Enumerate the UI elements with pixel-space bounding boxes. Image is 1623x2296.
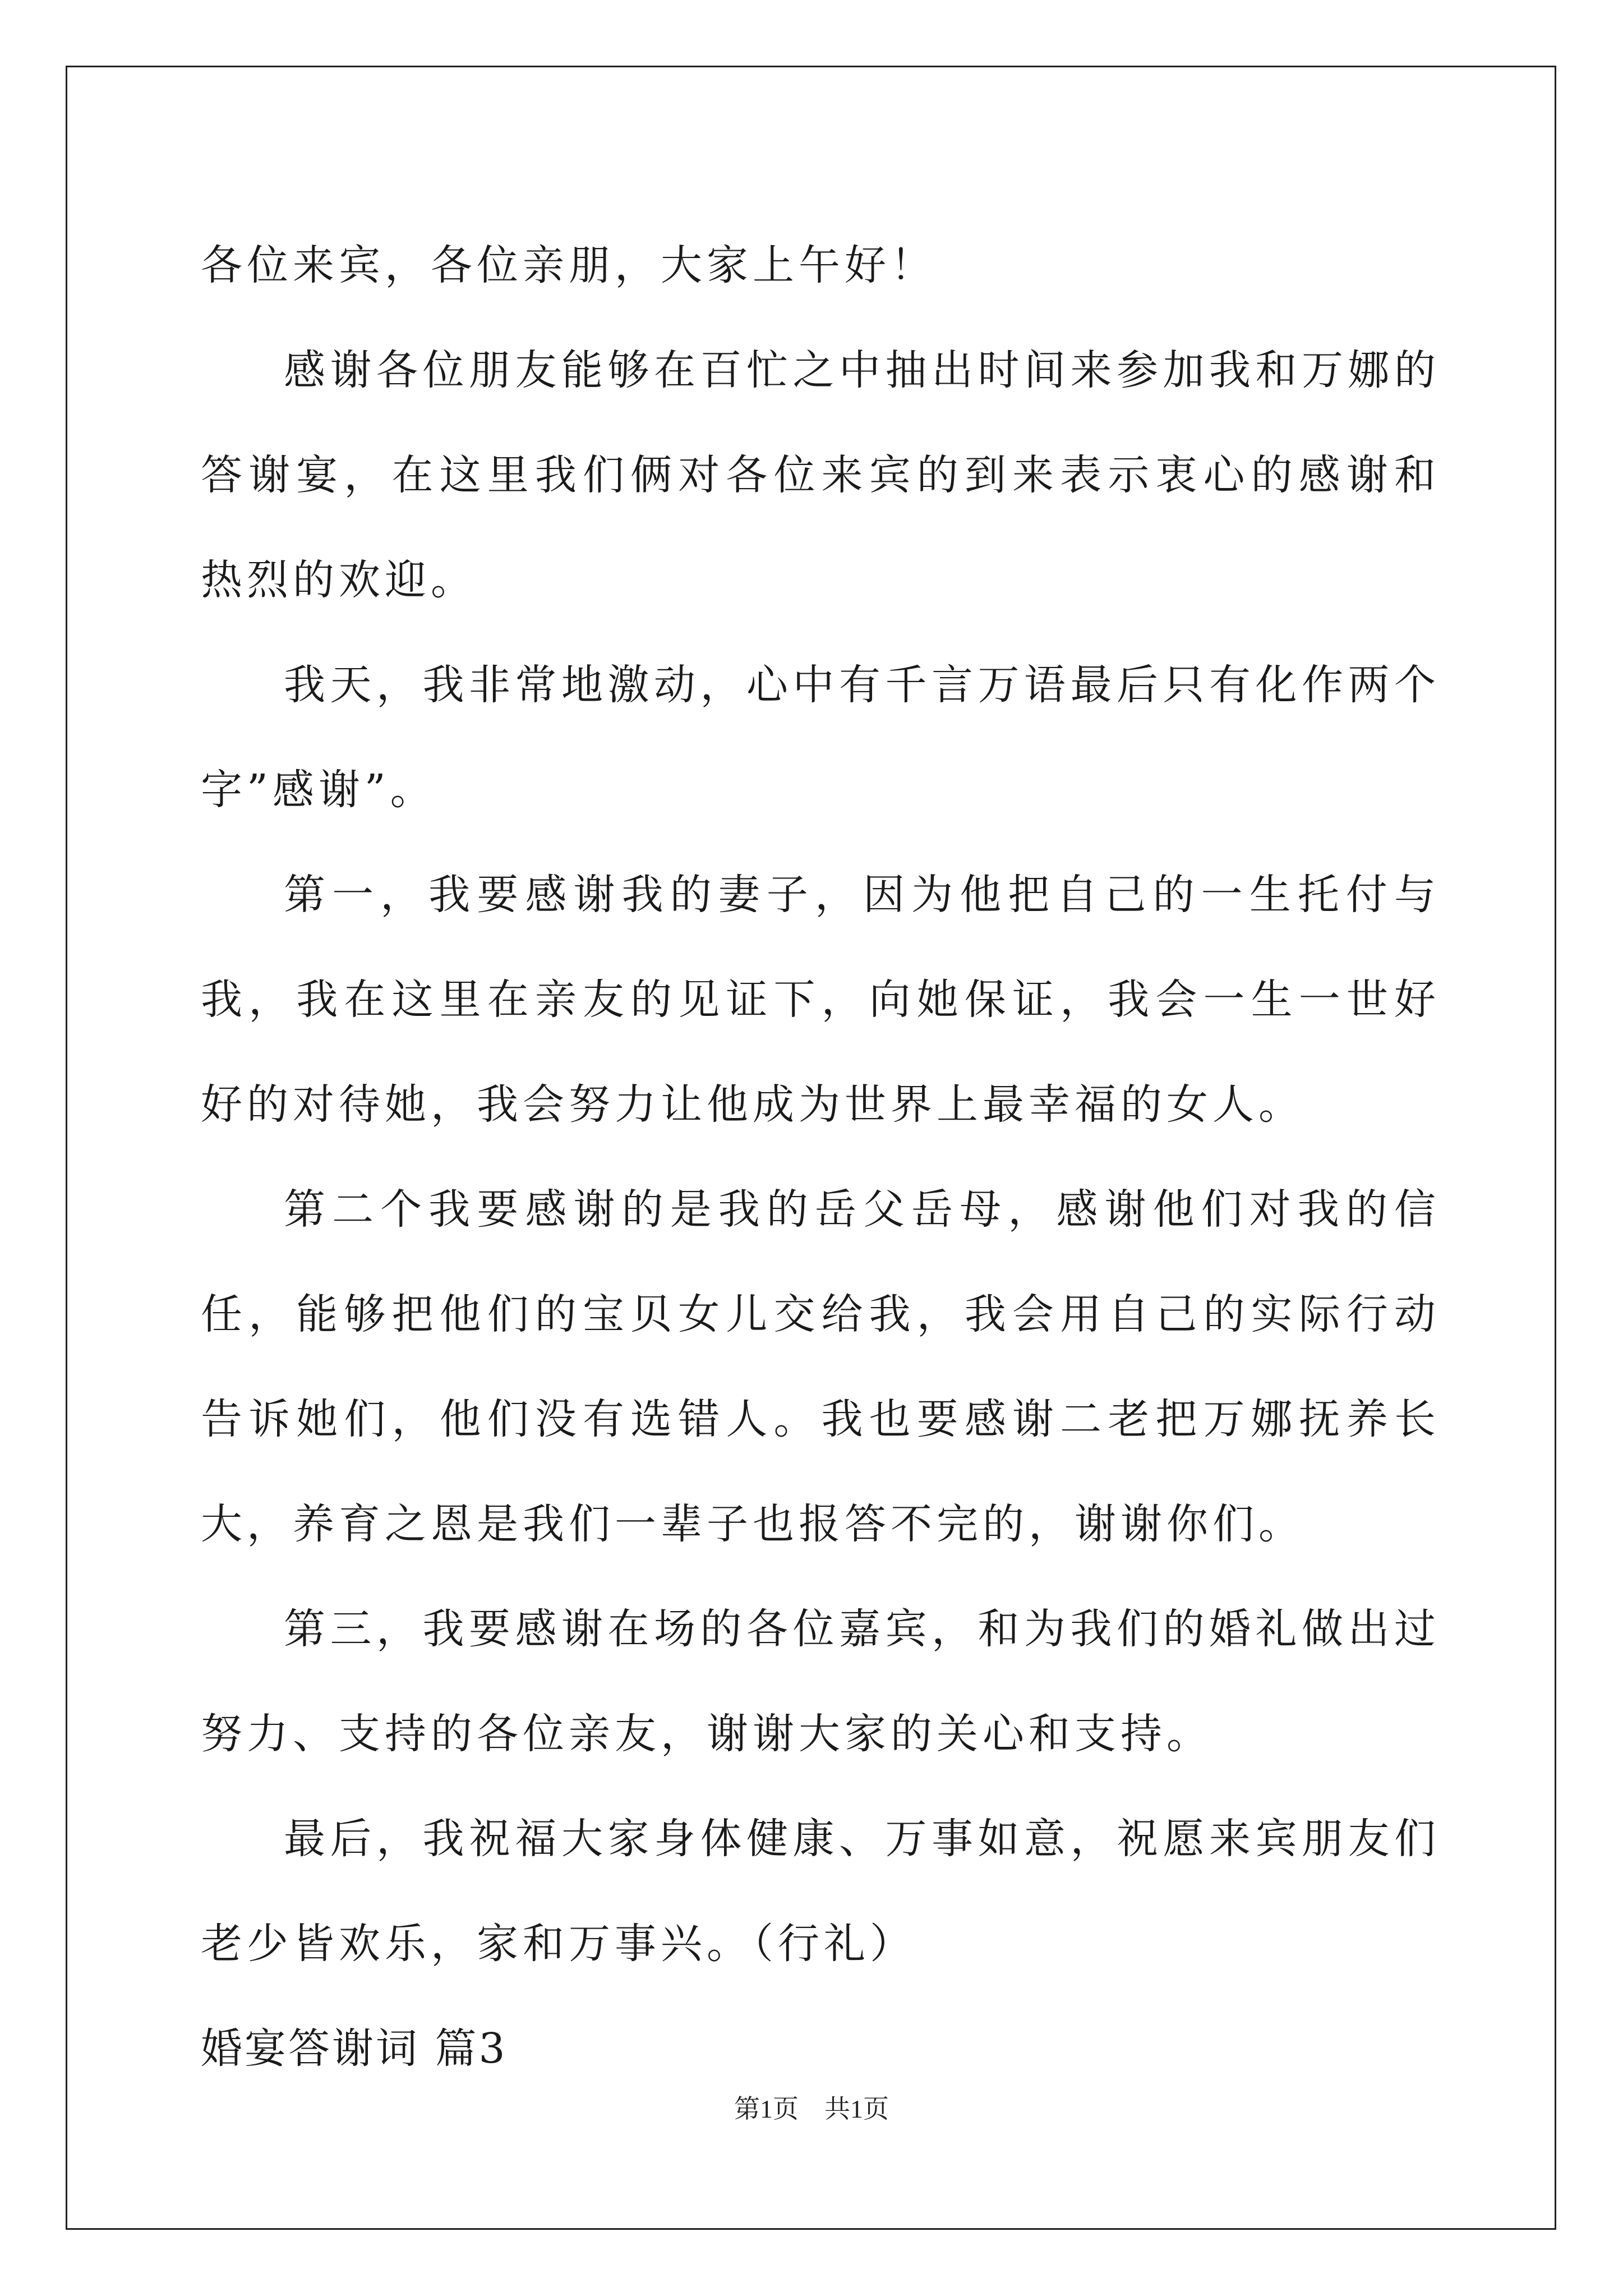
paragraph-thanks-wife: 第一，我要感谢我的妻子，因为他把自己的一生托付与我，我在这里在亲友的见证下，向她保证，我会一生一世好好的对待她，我会努力让他成为世界上最幸福的女人。 [201,871,1440,1129]
paragraph-greeting: 各位来宾，各位亲朋，大家上午好！ [201,241,937,289]
paragraph-thanks-attendance: 感谢各位朋友能够在百忙之中抽出时间来参加我和万娜的答谢宴，在这里我们俩对各位来宾的到来表示衷心的感谢和热烈的欢迎。 [201,346,1440,604]
paragraph-thanks-parents-in-law: 第二个我要感谢的是我的岳父岳母，感谢他们对我的信任，能够把他们的宝贝女儿交给我，我会用自己的实际行动告诉她们，他们没有选错人。我也要感谢二老把万娜抚养长大，养育之恩是我们一辈子也报答不完的，谢谢你们。 [201,1185,1440,1548]
paragraph-thanks-guests: 第三，我要感谢在场的各位嘉宾，和为我们的婚礼做出过努力、支持的各位亲友，谢谢大家的关心和支持。 [201,1605,1440,1758]
section-heading: 婚宴答谢词 篇3 [201,2024,508,2073]
document-body [201,213,1440,2101]
page-number: 第1页 共1页 [734,2095,889,2123]
paragraph-emotion: 我天，我非常地激动，心中有千言万语最后只有化作两个字”感谢”。 [201,661,1440,814]
paragraph-closing-wishes: 最后，我祝福大家身体健康、万事如意，祝愿来宾朋友们老少皆欢乐，家和万事兴。（行礼） [201,1815,1440,1968]
